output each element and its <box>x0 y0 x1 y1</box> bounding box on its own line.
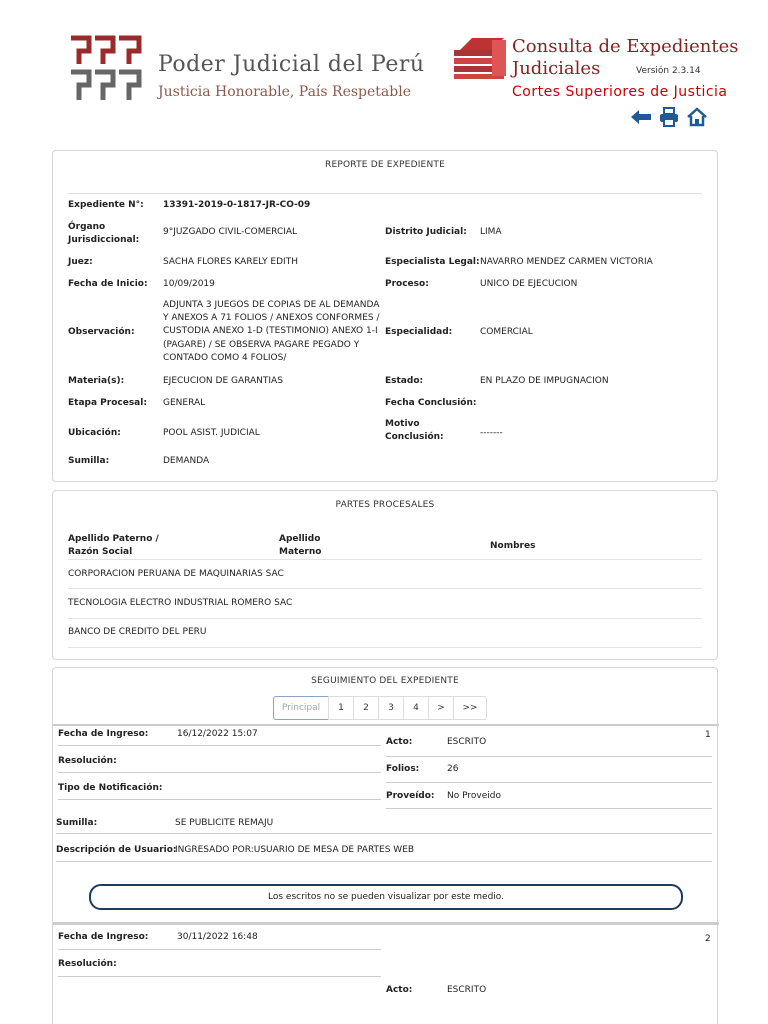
reporte-title: REPORTE DE EXPEDIENTE <box>325 160 445 170</box>
poder-judicial-subtitle: Justicia Honorable, País Respetable <box>158 84 411 100</box>
resolucion-label: Resolución: <box>58 959 117 969</box>
entry-number: 1 <box>705 730 711 740</box>
divider <box>68 559 702 560</box>
proceso-label: Proceso: <box>385 279 429 289</box>
materia-value: EJECUCION DE GARANTIAS <box>163 376 283 386</box>
fecha-conclusion-label: Fecha Conclusión: <box>385 398 477 408</box>
especialidad-label: Especialidad: <box>385 327 453 337</box>
seguimiento-panel <box>52 667 718 1024</box>
seguimiento-entry <box>53 922 719 1024</box>
poder-judicial-logo <box>67 34 145 104</box>
expediente-label: Expediente N°: <box>68 200 144 210</box>
organo-value: 9°JUZGADO CIVIL-COMERCIAL <box>163 227 298 237</box>
divider <box>386 808 712 809</box>
divider <box>58 949 381 950</box>
especialista-value: NAVARRO MENDEZ CARMEN VICTORIA <box>480 257 653 267</box>
acto-value: ESCRITO <box>447 985 487 995</box>
divider <box>68 193 702 194</box>
page-principal[interactable]: Principal <box>273 696 329 720</box>
materia-label: Materia(s): <box>68 376 125 386</box>
cej-title-line2: Judiciales <box>512 58 601 79</box>
folios-value: 26 <box>447 764 459 774</box>
organo-label: Órgano Jurisdiccional: <box>68 222 140 245</box>
entry-number: 2 <box>705 934 711 944</box>
fecha-ingreso-label: Fecha de Ingreso: <box>58 729 149 739</box>
expediente-value: 13391-2019-0-1817-JR-CO-09 <box>163 200 311 210</box>
distrito-label: Distrito Judicial: <box>385 227 467 237</box>
acto-value: ESCRITO <box>447 737 487 747</box>
observacion-value: ADJUNTA 3 JUEGOS DE COPIAS DE AL DEMANDA Y ANEXOS A 71 FOLIOS / ANEXOS CONFORMES / CUSTODIA ANEXO 1-D (TESTIMONIO) ANEXO 1-I (PAGARE) / SE OBSERVA PAGARE PEGADO Y CONTADO COMO 4 FOLIOS/ <box>163 300 380 363</box>
divider <box>386 756 712 757</box>
descripcion-usuario-value: INGRESADO POR:USUARIO DE MESA DE PARTES WEB <box>175 845 415 855</box>
juez-value: SACHA FLORES KARELY EDITH <box>163 257 298 267</box>
divider <box>386 782 712 783</box>
sumilla-label: Sumilla: <box>68 456 110 466</box>
distrito-value: LIMA <box>480 227 502 237</box>
folios-label: Folios: <box>386 764 420 774</box>
divider <box>56 833 712 834</box>
column-header-apellido-paterno: Apellido Paterno / Razón Social <box>68 534 159 557</box>
estado-label: Estado: <box>385 376 424 386</box>
sumilla-label: Sumilla: <box>56 818 98 828</box>
especialidad-value: COMERCIAL <box>480 327 533 337</box>
parte-row: CORPORACION PERUANA DE MAQUINARIAS SAC <box>68 569 284 579</box>
divider <box>58 799 381 800</box>
motivo-conclusion-value: ------- <box>480 428 503 438</box>
page-1[interactable]: 1 <box>328 696 354 720</box>
fecha-ingreso-label: Fecha de Ingreso: <box>58 932 149 942</box>
seguimiento-title: SEGUIMIENTO DEL EXPEDIENTE <box>311 676 459 686</box>
divider <box>68 588 702 589</box>
estado-value: EN PLAZO DE IMPUGNACION <box>480 376 609 386</box>
toolbar-icons <box>630 106 708 128</box>
cortes-superiores-label: Cortes Superiores de Justicia <box>512 84 728 100</box>
proceso-value: UNICO DE EJECUCION <box>480 279 578 289</box>
observacion-label: Observación: <box>68 327 135 337</box>
home-icon[interactable] <box>686 106 708 128</box>
ubicacion-label: Ubicación: <box>68 428 121 438</box>
descripcion-usuario-label: Descripción de Usuario: <box>56 845 177 855</box>
divider <box>58 976 381 977</box>
acto-label: Acto: <box>386 985 413 995</box>
divider <box>56 861 712 862</box>
poder-judicial-title: Poder Judicial del Perú <box>158 52 425 77</box>
divider <box>58 772 381 773</box>
proveido-value: No Proveido <box>447 791 501 801</box>
fecha-ingreso-value: 30/11/2022 16:48 <box>177 932 258 942</box>
sumilla-value: DEMANDA <box>163 456 210 466</box>
etapa-value: GENERAL <box>163 398 206 408</box>
parte-row: TECNOLOGIA ELECTRO INDUSTRIAL ROMERO SAC <box>68 598 293 608</box>
etapa-label: Etapa Procesal: <box>68 398 147 408</box>
pagination <box>274 696 487 720</box>
fecha-inicio-value: 10/09/2019 <box>163 279 215 289</box>
tipo-notificacion-label: Tipo de Notificación: <box>58 783 163 793</box>
page-header <box>0 0 768 140</box>
reporte-panel <box>52 150 718 482</box>
acto-label: Acto: <box>386 737 413 747</box>
divider <box>68 647 702 648</box>
sumilla-value: SE PUBLICITE REMAJU <box>175 818 274 828</box>
page-2[interactable]: 2 <box>353 696 379 720</box>
ubicacion-value: POOL ASIST. JUDICIAL <box>163 428 260 438</box>
motivo-conclusion-label: Motivo Conclusión: <box>385 419 444 442</box>
page-next[interactable]: > <box>428 696 454 720</box>
juez-label: Juez: <box>68 257 93 267</box>
parte-row: BANCO DE CREDITO DEL PERU <box>68 627 207 637</box>
partes-panel <box>52 490 718 660</box>
column-header-nombres: Nombres <box>490 541 536 551</box>
partes-title: PARTES PROCESALES <box>335 500 435 510</box>
proveido-label: Proveído: <box>386 791 435 801</box>
page-4[interactable]: 4 <box>403 696 429 720</box>
cej-title: Consulta de Expedientes <box>512 36 739 57</box>
escritos-notice: Los escritos no se pueden visualizar por este medio. <box>89 884 683 910</box>
divider <box>68 618 702 619</box>
cej-logo <box>452 36 510 82</box>
especialista-label: Especialista Legal: <box>385 257 480 267</box>
seguimiento-entry <box>53 724 719 916</box>
page-last[interactable]: >> <box>453 696 487 720</box>
page-3[interactable]: 3 <box>378 696 404 720</box>
print-icon[interactable] <box>658 106 680 128</box>
column-header-apellido-materno: Apellido Materno <box>279 534 322 557</box>
fecha-inicio-label: Fecha de Inicio: <box>68 279 148 289</box>
version-label: Versión 2.3.14 <box>636 66 701 76</box>
fecha-ingreso-value: 16/12/2022 15:07 <box>177 729 258 739</box>
resolucion-label: Resolución: <box>58 756 117 766</box>
divider <box>58 745 381 746</box>
back-arrow-icon[interactable] <box>630 106 652 128</box>
